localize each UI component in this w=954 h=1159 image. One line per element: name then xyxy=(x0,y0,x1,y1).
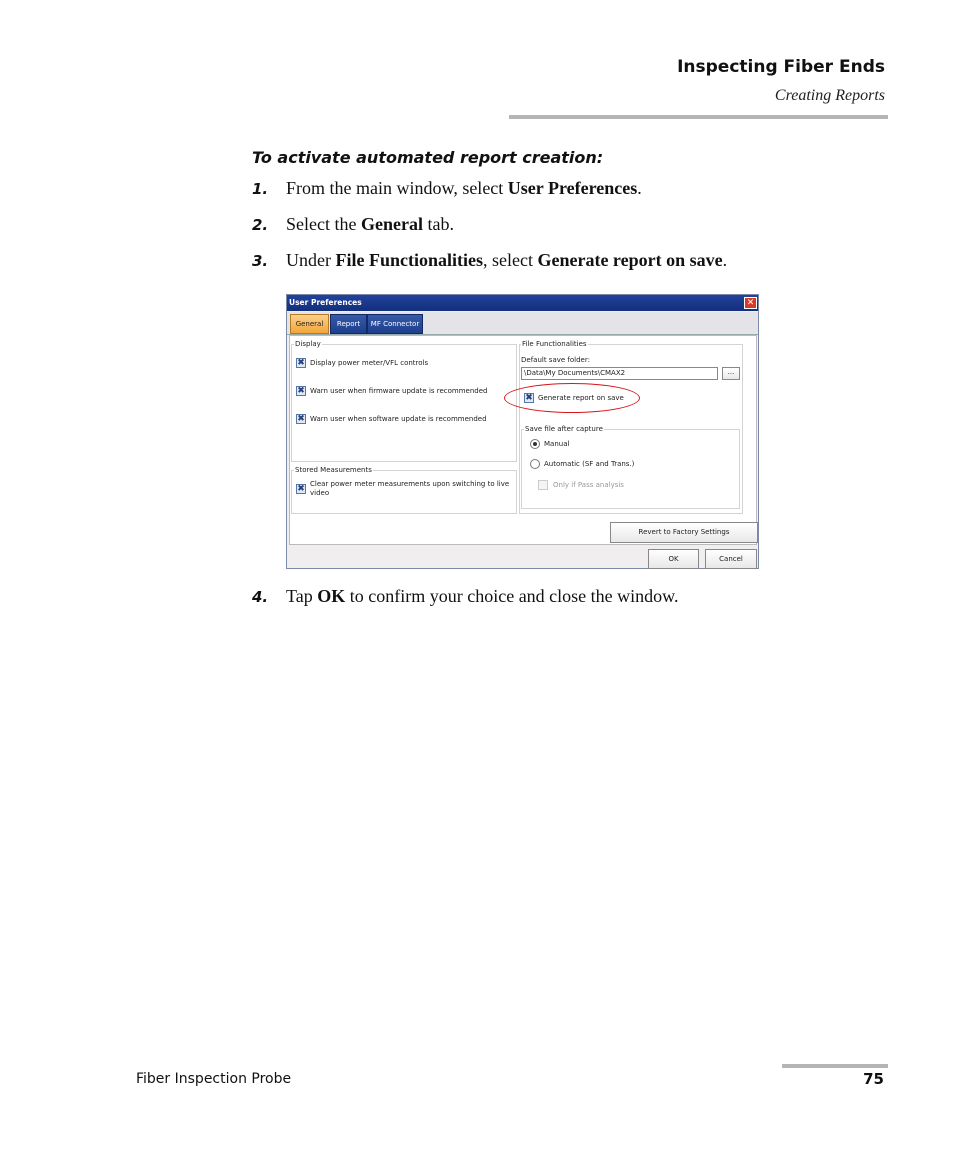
step-4 xyxy=(252,586,679,607)
step-emphasis: OK xyxy=(317,586,346,606)
stored-measurements-label: Stored Measurements xyxy=(295,466,372,474)
step-number: 3. xyxy=(252,252,269,270)
close-icon[interactable]: ✕ xyxy=(744,297,757,309)
display-power-meter-label: Display power meter/VFL controls xyxy=(310,359,429,367)
browse-folder-button[interactable]: ... xyxy=(722,367,740,380)
step-number: 1. xyxy=(252,180,269,198)
tab-mf-connector[interactable]: MF Connector xyxy=(367,314,423,334)
tab-bar xyxy=(287,312,758,335)
warn-firmware-label: Warn user when firmware update is recommended xyxy=(310,387,488,395)
display-group-label: Display xyxy=(295,340,321,348)
default-folder-label: Default save folder: xyxy=(521,356,590,364)
manual-radio[interactable] xyxy=(530,439,540,449)
clear-measurements-label-line1: Clear power meter measurements upon switching to live xyxy=(310,480,510,488)
page-number: 75 xyxy=(863,1070,884,1088)
footer-product: Fiber Inspection Probe xyxy=(136,1071,292,1087)
step-text-end: . xyxy=(722,250,728,270)
step-number: 2. xyxy=(252,216,269,234)
default-folder-field[interactable]: \Data\My Documents\CMAX2 xyxy=(521,367,718,380)
clear-measurements-label-line2: video xyxy=(310,489,330,497)
dialog-title: User Preferences xyxy=(287,295,758,311)
step-emphasis: File Functionalities xyxy=(335,250,483,270)
user-preferences-dialog xyxy=(286,294,759,569)
step-number: 4. xyxy=(252,588,269,606)
step-emphasis: General xyxy=(360,214,423,234)
step-emphasis: User Preferences xyxy=(507,178,638,198)
footer-rule xyxy=(782,1064,888,1068)
general-panel xyxy=(289,335,757,545)
save-after-capture-label: Save file after capture xyxy=(525,425,603,433)
pass-only-label: Only if Pass analysis xyxy=(553,481,624,489)
ok-button[interactable]: OK xyxy=(648,549,699,569)
step-text-end: . xyxy=(637,178,642,198)
step-text: Tap xyxy=(286,586,318,606)
warn-software-label: Warn user when software update is recommended xyxy=(310,415,487,423)
step-text-mid: , select xyxy=(482,250,538,270)
tab-general[interactable]: General xyxy=(290,314,329,334)
automatic-label: Automatic (SF and Trans.) xyxy=(544,460,635,468)
step-2 xyxy=(252,214,454,235)
procedure-heading: To activate automated report creation: xyxy=(252,148,604,167)
clear-measurements-checkbox[interactable]: ✖ xyxy=(297,484,305,494)
chapter-title: Inspecting Fiber Ends xyxy=(677,57,885,77)
step-text: From the main window, select xyxy=(286,178,508,198)
step-emphasis-2: Generate report on save xyxy=(537,250,723,270)
manual-label: Manual xyxy=(544,440,570,448)
display-power-meter-checkbox[interactable]: ✖ xyxy=(297,358,305,368)
step-text: Under xyxy=(286,250,336,270)
automatic-radio[interactable] xyxy=(530,459,540,469)
pass-only-checkbox[interactable] xyxy=(538,480,548,490)
revert-factory-settings-button[interactable]: Revert to Factory Settings xyxy=(610,522,758,543)
section-title: Creating Reports xyxy=(774,87,885,104)
step-text-end: tab. xyxy=(422,214,454,234)
highlight-circle xyxy=(504,383,640,413)
step-1 xyxy=(252,178,642,199)
step-text-end: to confirm your choice and close the window. xyxy=(345,586,679,606)
warn-software-checkbox[interactable]: ✖ xyxy=(297,414,305,424)
generate-report-label: Generate report on save xyxy=(538,394,624,402)
step-text: Select the xyxy=(286,214,361,234)
step-3 xyxy=(252,250,727,271)
cancel-button[interactable]: Cancel xyxy=(705,549,757,569)
warn-firmware-checkbox[interactable]: ✖ xyxy=(297,386,305,396)
header-rule xyxy=(509,115,888,119)
tab-report[interactable]: Report xyxy=(330,314,367,334)
file-functionalities-label: File Functionalities xyxy=(522,340,587,348)
generate-report-checkbox[interactable]: ✖ xyxy=(525,393,533,403)
